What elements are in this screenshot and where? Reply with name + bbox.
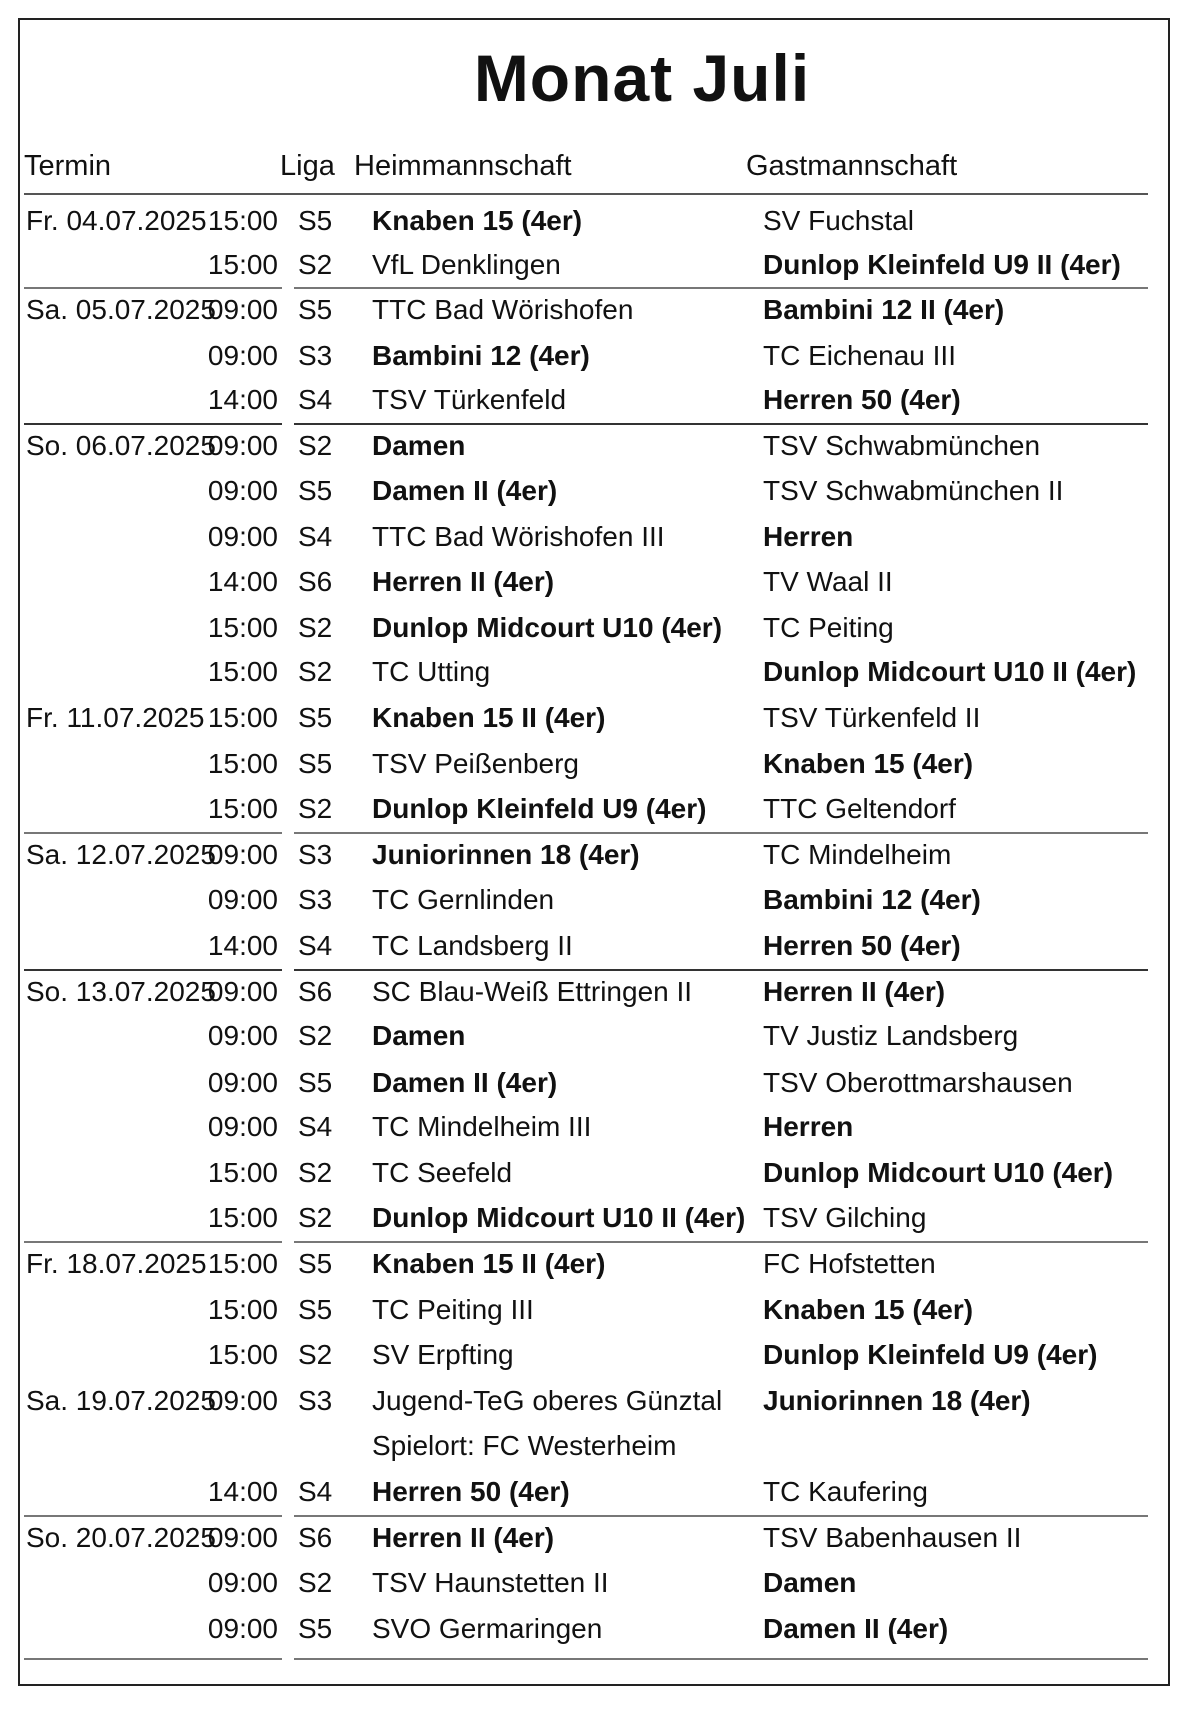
table-row — [0, 1195, 1194, 1240]
time-cell: 09:00 — [207, 1020, 278, 1051]
home-team-cell: TSV Türkenfeld — [372, 384, 567, 415]
time-cell: 09:00 — [207, 1613, 278, 1644]
away-team-cell: Herren 50 (4er) — [763, 384, 961, 415]
time-cell: 09:00 — [207, 976, 278, 1007]
away-team-cell: TTC Geltendorf — [763, 793, 956, 824]
home-team-cell: TTC Bad Wörishofen III — [372, 521, 665, 552]
home-team-cell: TC Utting — [372, 656, 491, 687]
separator-left — [24, 423, 282, 425]
away-team-cell: Dunlop Kleinfeld U9 (4er) — [763, 1339, 1098, 1370]
liga-cell: S2 — [298, 430, 333, 461]
liga-cell: S6 — [298, 1522, 333, 1553]
home-team-cell: SC Blau-Weiß Ettringen II — [372, 976, 693, 1007]
table-row — [0, 1469, 1194, 1514]
liga-cell: S4 — [298, 521, 333, 552]
away-team-cell: Knaben 15 (4er) — [763, 748, 974, 779]
time-cell: 09:00 — [207, 475, 278, 506]
table-row — [0, 198, 1194, 243]
time-cell: 15:00 — [207, 656, 278, 687]
away-team-cell: Dunlop Midcourt U10 (4er) — [763, 1157, 1114, 1188]
liga-cell: S5 — [298, 702, 333, 733]
home-team-cell: Herren II (4er) — [372, 566, 555, 597]
away-team-cell: TV Waal II — [763, 566, 893, 597]
date-cell: Sa. 12.07.2025 — [26, 839, 216, 870]
table-row — [0, 969, 1194, 1014]
separator-right — [294, 1658, 1148, 1660]
time-cell: 09:00 — [207, 1385, 278, 1416]
table-row — [0, 877, 1194, 922]
date-cell: Fr. 11.07.2025 — [26, 702, 205, 733]
separator-left — [24, 1658, 282, 1660]
away-team-cell: SV Fuchstal — [763, 205, 914, 236]
table-row — [0, 923, 1194, 968]
home-team-cell: Knaben 15 II (4er) — [372, 1248, 606, 1279]
liga-cell: S3 — [298, 839, 333, 870]
liga-cell: S6 — [298, 566, 333, 597]
liga-cell: S5 — [298, 475, 333, 506]
time-cell: 14:00 — [207, 384, 278, 415]
home-team-cell: TC Mindelheim III — [372, 1111, 592, 1142]
away-team-cell: TSV Oberottmarshausen — [763, 1067, 1073, 1098]
header-heimmannschaft: Heimmannschaft — [354, 150, 572, 182]
home-team-cell: TC Landsberg II — [372, 930, 573, 961]
home-team-cell: TTC Bad Wörishofen — [372, 294, 634, 325]
liga-cell: S5 — [298, 1248, 333, 1279]
home-team-cell: Herren 50 (4er) — [372, 1476, 570, 1507]
home-team-cell: Juniorinnen 18 (4er) — [372, 839, 640, 870]
home-team-cell: SVO Germaringen — [372, 1613, 603, 1644]
table-row — [0, 514, 1194, 559]
time-cell: 09:00 — [207, 1522, 278, 1553]
home-team-cell: Damen — [372, 1020, 466, 1051]
table-row — [0, 1150, 1194, 1195]
time-cell: 15:00 — [207, 612, 278, 643]
liga-cell: S5 — [298, 1067, 333, 1098]
time-cell: 15:00 — [207, 205, 278, 236]
away-team-cell: TSV Türkenfeld II — [763, 702, 981, 733]
time-cell: 15:00 — [207, 702, 278, 733]
away-team-cell: Dunlop Midcourt U10 II (4er) — [763, 656, 1137, 687]
liga-cell: S2 — [298, 249, 333, 280]
liga-cell: S5 — [298, 1613, 333, 1644]
separator-left — [24, 969, 282, 971]
liga-cell: S2 — [298, 793, 333, 824]
date-cell: So. 13.07.2025 — [26, 976, 216, 1007]
time-cell: 15:00 — [207, 1202, 278, 1233]
table-row — [0, 605, 1194, 650]
date-cell: Sa. 19.07.2025 — [26, 1385, 216, 1416]
liga-cell: S2 — [298, 612, 333, 643]
away-team-cell: TSV Babenhausen II — [763, 1522, 1022, 1553]
home-team-cell: Damen — [372, 430, 466, 461]
home-team-cell: Knaben 15 II (4er) — [372, 702, 606, 733]
away-team-cell: Bambini 12 II (4er) — [763, 294, 1005, 325]
away-team-cell: TC Peiting — [763, 612, 894, 643]
away-team-cell: Herren — [763, 1111, 854, 1142]
home-team-cell: Dunlop Midcourt U10 II (4er) — [372, 1202, 746, 1233]
liga-cell: S3 — [298, 884, 333, 915]
table-row — [0, 1060, 1194, 1105]
separator-left — [24, 287, 282, 289]
page-title: Monat Juli — [473, 41, 811, 115]
time-cell: 09:00 — [207, 839, 278, 870]
table-row — [0, 1560, 1194, 1605]
liga-cell: S5 — [298, 205, 333, 236]
away-team-cell: TC Eichenau III — [763, 340, 956, 371]
liga-cell: S2 — [298, 1567, 333, 1598]
time-cell: 09:00 — [207, 1567, 278, 1598]
date-cell: Sa. 05.07.2025 — [26, 294, 216, 325]
time-cell: 15:00 — [207, 1294, 278, 1325]
date-cell: So. 06.07.2025 — [26, 430, 216, 461]
home-team-cell: Damen II (4er) — [372, 475, 558, 506]
liga-cell: S2 — [298, 1157, 333, 1188]
liga-cell: S5 — [298, 1294, 333, 1325]
liga-cell: S5 — [298, 748, 333, 779]
liga-cell: S3 — [298, 340, 333, 371]
header-termin: Termin — [24, 150, 112, 182]
liga-cell: S4 — [298, 384, 333, 415]
home-team-cell: Bambini 12 (4er) — [372, 340, 590, 371]
liga-cell: S2 — [298, 1202, 333, 1233]
table-row — [0, 377, 1194, 422]
away-team-cell: Herren II (4er) — [763, 976, 946, 1007]
home-team-cell: TC Peiting III — [372, 1294, 534, 1325]
table-row — [0, 1332, 1194, 1377]
header-rule — [24, 193, 1148, 195]
time-cell: 14:00 — [207, 930, 278, 961]
table-row — [0, 1606, 1194, 1651]
away-team-cell: Herren — [763, 521, 854, 552]
liga-cell: S4 — [298, 930, 333, 961]
separator-right — [294, 287, 1148, 289]
home-team-cell: Jugend-TeG oberes Günztal — [372, 1385, 723, 1416]
table-row — [0, 468, 1194, 513]
separator-right — [294, 423, 1148, 425]
away-team-cell: Knaben 15 (4er) — [763, 1294, 974, 1325]
separator-right — [294, 1241, 1148, 1243]
table-row — [0, 1013, 1194, 1058]
home-team-cell: VfL Denklingen — [372, 249, 561, 280]
table-row — [0, 1287, 1194, 1332]
away-team-cell: TSV Schwabmünchen — [763, 430, 1041, 461]
separator-right — [294, 832, 1148, 834]
away-team-cell: Damen II (4er) — [763, 1613, 949, 1644]
home-team-cell: Herren II (4er) — [372, 1522, 555, 1553]
table-row — [0, 1515, 1194, 1560]
time-cell: 15:00 — [207, 249, 278, 280]
table-row — [0, 423, 1194, 468]
table-row — [0, 741, 1194, 786]
time-cell: 09:00 — [207, 430, 278, 461]
away-team-cell: FC Hofstetten — [763, 1248, 936, 1279]
time-cell: 09:00 — [207, 884, 278, 915]
header-liga: Liga — [280, 150, 335, 182]
table-row — [0, 1378, 1194, 1423]
time-cell: 09:00 — [207, 521, 278, 552]
away-team-cell: Damen — [763, 1567, 857, 1598]
home-team-cell: TC Seefeld — [372, 1157, 513, 1188]
time-cell: 09:00 — [207, 294, 278, 325]
away-team-cell: Juniorinnen 18 (4er) — [763, 1385, 1031, 1416]
time-cell: 15:00 — [207, 1157, 278, 1188]
away-team-cell: TSV Gilching — [763, 1202, 927, 1233]
table-row — [0, 1104, 1194, 1149]
table-row — [0, 242, 1194, 287]
time-cell: 15:00 — [207, 1339, 278, 1370]
table-row — [0, 786, 1194, 831]
time-cell: 09:00 — [207, 1067, 278, 1098]
home-team-cell: TC Gernlinden — [372, 884, 555, 915]
home-team-cell: TSV Peißenberg — [372, 748, 579, 779]
home-team-cell: Damen II (4er) — [372, 1067, 558, 1098]
time-cell: 14:00 — [207, 566, 278, 597]
time-cell: 15:00 — [207, 748, 278, 779]
table-row — [0, 695, 1194, 740]
separator-left — [24, 832, 282, 834]
liga-cell: S3 — [298, 1385, 333, 1416]
away-team-cell: TC Mindelheim — [763, 839, 952, 870]
home-team-cell: Dunlop Kleinfeld U9 (4er) — [372, 793, 707, 824]
time-cell: 15:00 — [207, 793, 278, 824]
liga-cell: S2 — [298, 1020, 333, 1051]
table-row — [0, 1241, 1194, 1286]
home-team-cell: Knaben 15 (4er) — [372, 205, 583, 236]
table-row — [0, 559, 1194, 604]
away-team-cell: Dunlop Kleinfeld U9 II (4er) — [763, 249, 1121, 280]
table-row — [0, 333, 1194, 378]
liga-cell: S5 — [298, 294, 333, 325]
away-team-cell: Bambini 12 (4er) — [763, 884, 981, 915]
liga-cell: S4 — [298, 1476, 333, 1507]
time-cell: 09:00 — [207, 1111, 278, 1142]
liga-cell: S2 — [298, 1339, 333, 1370]
away-team-cell: TSV Schwabmünchen II — [763, 475, 1064, 506]
table-row — [0, 287, 1194, 332]
separator-right — [294, 1515, 1148, 1517]
table-row — [0, 1423, 1194, 1468]
home-team-cell: SV Erpfting — [372, 1339, 514, 1370]
time-cell: 15:00 — [207, 1248, 278, 1279]
header-gastmannschaft: Gastmannschaft — [746, 150, 958, 182]
away-team-cell: TV Justiz Landsberg — [763, 1020, 1019, 1051]
table-row — [0, 832, 1194, 877]
home-team-cell: Spielort: FC Westerheim — [372, 1430, 677, 1461]
date-cell: Fr. 18.07.2025 — [26, 1248, 207, 1279]
date-cell: So. 20.07.2025 — [26, 1522, 216, 1553]
time-cell: 14:00 — [207, 1476, 278, 1507]
separator-left — [24, 1241, 282, 1243]
time-cell: 09:00 — [207, 340, 278, 371]
away-team-cell: Herren 50 (4er) — [763, 930, 961, 961]
away-team-cell: TC Kaufering — [763, 1476, 928, 1507]
separator-right — [294, 969, 1148, 971]
liga-cell: S4 — [298, 1111, 333, 1142]
date-cell: Fr. 04.07.2025 — [26, 205, 207, 236]
separator-left — [24, 1515, 282, 1517]
liga-cell: S6 — [298, 976, 333, 1007]
liga-cell: S2 — [298, 656, 333, 687]
table-row — [0, 649, 1194, 694]
home-team-cell: Dunlop Midcourt U10 (4er) — [372, 612, 723, 643]
home-team-cell: TSV Haunstetten II — [372, 1567, 609, 1598]
